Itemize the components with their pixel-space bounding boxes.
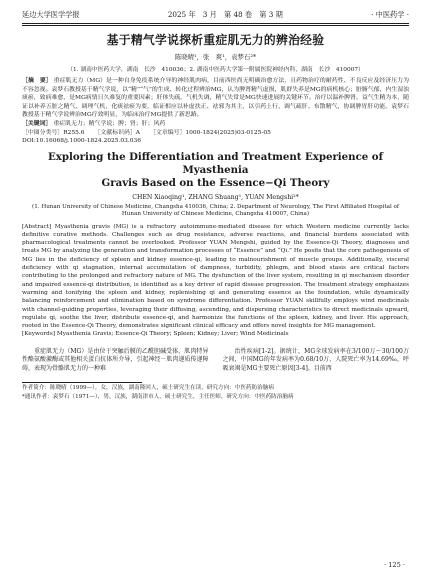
chinese-abstract [22,77,409,120]
english-keywords [22,330,409,338]
chinese-authors: 陈晓晴¹，张 爽¹，袁梦石²* [174,53,257,61]
chinese-affiliation: （1. 湖南中医药大学，湖南 长沙 410036；2. 湖南中医药大学第一附属医院神经内科，湖南 长沙 410007） [67,67,364,73]
body-column-left: 重症肌无力（MG）是由位于突触后膜的乙酰胆碱受体、肌肉特异性酪氨酸激酶或其他相关蛋白抗体所介导，引起神经－肌肉递质传递障碍，表现为骨骼肌无力的一种难 [22,347,209,372]
author-footnote: 作者简介：陈晓晴（1999—），女，汉族，湖南隆回人，硕士研究生在读，研究方向：中医药防治脑病 [22,384,274,391]
header-rule-thin [22,25,409,26]
english-abstract [22,223,409,331]
page-number: · 125 · [384,561,405,569]
section-name: · 中医药学 · [371,9,409,19]
article-id: ［文章编号］1000-1824(2025)03-0125-05 [150,129,271,136]
header-rule [22,23,409,24]
english-keywords-label: [Keywords] [22,331,56,338]
english-keywords-text: Myasthenia Gravis; Essence-Qi Theory; Spleen; Kidney; Liver; Wind Medicinals [56,331,289,338]
english-title-line-2: Gravis Based on the Essence−Qi Theory [101,176,330,189]
issue-info: 2025 年 3 月 第 48 卷 第 3 期 [167,9,283,19]
clc-number: ［中图分类号］R255.6 [22,129,85,136]
doi: DOI:10.16068/j.1000-1824.2025.03.036 [22,138,141,145]
english-title [22,151,409,190]
classification-row [22,129,409,138]
chinese-abstract-text: 重症肌无力（MG）是一种自身免疫系统介导的神经肌肉病，目前西医尚无明确治愈方法，且药物治疗的耐药性、不良反应及经济压力为不容忽视。袁梦石教授基于精气学说，以“精”“气”的生成、转化过程辨治MG，认为脾肾精气虚损，肌群失养是MG的病机核心；脏腑气郁，内生湿浊痰瘀，致病难愈，是MG病情日久难复的重要因素；肝体失疏，气机失调，精气失常是MG快速进展的关键环节。治疗以温补脾肾、益气生精为本，随证以补养五脏之精气、调理气机，化痰祛瘀为要，临证相应以补虚扶正、祛邪为其主，以引药上行、调气疏肝、布散精气，协调脾胃肝功能。袁梦石教授基于精气学说辨治MG疗效明显，为临床治疗MG提供了新思路。 [22,78,410,119]
chinese-keywords [22,120,409,129]
chinese-keywords-text: 重症肌无力；精气学说；脾；肾；肝；风药 [53,120,166,127]
body-text [22,348,409,374]
chinese-abstract-label: ［摘 要］ [22,77,52,84]
footnote-rule [22,382,142,383]
chinese-keywords-label: ［关键词］ [22,119,52,127]
body-column-right: 治性疾病[1-2]。据统计，MG全球发病率在3/100万～30/100万之间，中国MG的年发病率为0.68/10万，人院死亡率为14.69‰，呼吸衰竭是MG主要死亡原因[3-4]。目前西 [222,347,409,372]
chinese-title: 基于精气学说探析重症肌无力的辨治经验 [106,33,325,47]
running-header [22,8,409,21]
english-authors: CHEN Xiaoqing¹, ZHANG Shuang¹, YUAN Mengshi²* [132,193,299,201]
english-abstract-text: Myasthenia gravis (MG) is a refractory autoimmune-mediated disease for which Western medicine currently lacks definitive curative methods. Challenges such as drug resistance, adverse reactions, and financial burdens associated with pharmacological treatments cannot be overlooked. Professor YUAN Mengshi, guided by the Essence-Qi Theory, diagnoses and treats MG by analyzing the generation and transformation processes of “Essence” and “Qi.” He posits that the core pathogenesis of MG lies in the deficiency of spleen and kidney essence-qi, leading to malnourishment of muscle groups. Additionally, visceral deficiency with qi stagnation, internal accumulation of dampness, turbidity, phlegm, and blood stasis are critical factors contributing to the prolonged and refractory nature of MG. The dysfunction of the liver system, resulting in qi mechanism disorder and impaired essence-qi distribution, is identified as a key driver of rapid disease progression. The treatment strategy emphasizes warming and tonifying the spleen and kidney, replenishing qi and generating essence as the foundation, while dynamically balancing reinforcement and elimination based on syndrome differentiation. Professor YUAN skillfully employs wind medicinals with channel-guiding properties, leveraging their diffusing, ascending, and dispersing characteristics to direct medicinals upward, regulate qi, soothe the liver, distribute essence-qi, and harmonize the functions of the spleen, kidney, and liver. His approach, rooted in the Essence-Qi Theory, demonstrates significant clinical efficacy and offers novel insights for MG management. [22,223,409,330]
corresponding-footnote: *通讯作者：袁梦石（1971—），男，汉族，湖南津市人，硕士研究生，主任医师，研究方向：中医药防治脑病 [22,394,294,401]
document-code: ［文献标识码］A [94,129,141,136]
english-title-line-1: Exploring the Differentiation and Treatment Experience of Myasthenia [48,150,383,176]
english-abstract-label: [Abstract] [22,223,52,230]
english-affiliation: (1. Hunan University of Chinese Medicine, Changsha 410036, China; 2. Department of Neurology, The First Affiliated Hospital of Hunan University of Chinese Medicine, Changsha 410007, China) [32,203,399,218]
journal-name: 延边大学医学学报 [22,9,80,19]
